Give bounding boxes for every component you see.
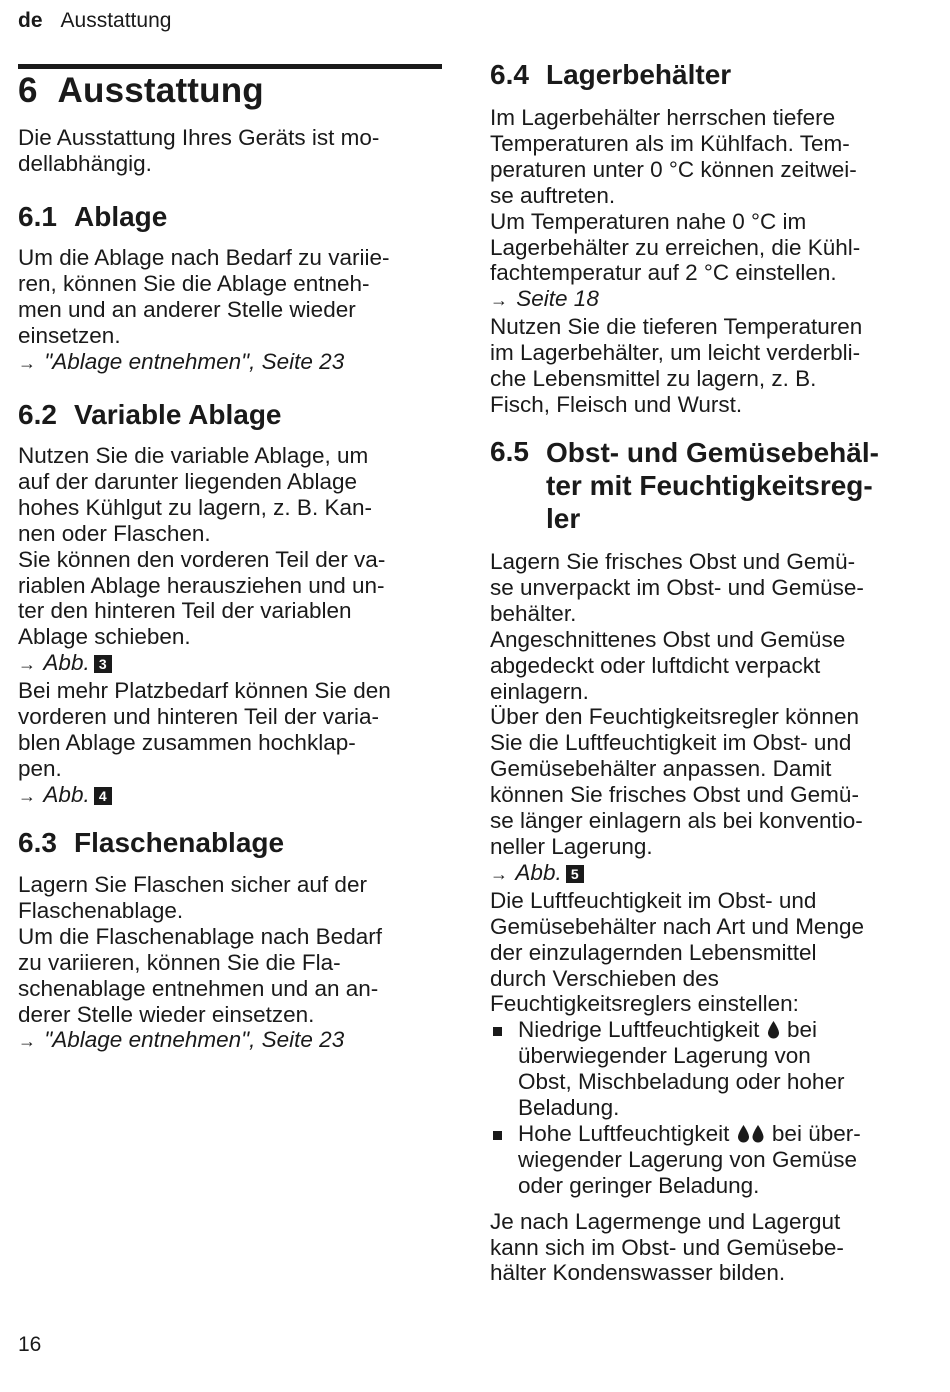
cross-reference-link[interactable]: → "Ablage entnehmen", Seite 23: [18, 348, 345, 374]
bullet-square-icon: [493, 1131, 502, 1140]
language-tag: de: [18, 9, 43, 32]
section-6-1-body: Um die Ablage nach Bedarf zu variie- ren, können Sie die Ablage entneh- men und an anderer Stelle wieder einsetzen. → "Ablage entnehmen", Seite 23: [18, 245, 448, 377]
figure-reference-link[interactable]: → Abb. 5: [490, 860, 920, 888]
arrow-right-icon: →: [18, 654, 36, 675]
arrow-right-icon: →: [18, 785, 36, 806]
chapter-intro: Die Ausstattung Ihres Geräts ist mo- dellabhängig.: [18, 125, 380, 176]
figure-number-badge: 5: [566, 865, 584, 883]
section-6-5-body: Lagern Sie frisches Obst und Gemü- se unverpackt im Obst- und Gemüse- behälter. Angeschnittenes Obst und Gemüse abgedeckt oder luftdicht verpackt einlagern. Über den Feuchtigkeitsregler können Sie die Luftfeuchtigkeit im Obst- und Gemüsebehälter anpassen. Damit können Sie frisches Obst und Gemü- se länger einlagern als bei konventio- neller Lagerung. → Abb. 5 Die Luftfeuchtigkeit im Obst- und Gemüsebehälter nach Art und Menge der einzulagernden Lebensmittel durch Verschieben des Feuchtigkeitsreglers einstellen: Niedrige Luftfeuchtigkeit bei überwiegender Lagerung von Obst, Mischbeladung oder hoher Beladung. Hohe Luftfeuchtigkeit bei über- wiegender Lagerung von Gemüse oder geringer Beladung. Je nach Lagermenge und Lagergut kann sich im Obst- und Gemüsebe- hälter Kondenswasser bilden.: [490, 549, 920, 1286]
section-6-4-heading: 6.4 Lagerbehälter: [490, 59, 732, 90]
arrow-right-icon: →: [490, 290, 508, 311]
arrow-right-icon: →: [18, 352, 36, 373]
cross-reference-link[interactable]: → "Ablage entnehmen", Seite 23: [18, 1027, 345, 1053]
section-6-4-body: Im Lagerbehälter herrschen tiefere Temperaturen als im Kühlfach. Tem- peraturen unter 0 °C können zeitwei- se auftreten. Um Temperaturen nahe 0 °C im Lagerbehälter zu erreichen, die Kühl- fachtemperatur auf 2 °C einstellen. → Seite 18 Nutzen Sie die tieferen Temperaturen im Lagerbehälter, um leicht verderbli- che Lebensmittel zu lagern, z. B. Fisch, Fleisch und Wurst.: [490, 105, 920, 418]
figure-number-badge: 4: [94, 787, 112, 805]
section-6-3-heading: 6.3 Flaschenablage: [18, 827, 285, 858]
section-6-2-body: Nutzen Sie die variable Ablage, um auf der darunter liegenden Ablage hohes Kühlgut zu lagern, z. B. Kan- nen oder Flaschen. Sie können den vorderen Teil der va- riablen Ablage herausziehen und un- ter den hinteren Teil der variablen Ablage schieben. → Abb. 3 Bei mehr Platzbedarf können Sie den vorderen und hinteren Teil der varia- blen Ablage zusammen hochklap- pen. → Abb. 4: [18, 443, 448, 810]
humidity-list: [490, 1017, 920, 1198]
section-6-3-body: Lagern Sie Flaschen sicher auf der Flaschenablage. Um die Flaschenablage nach Bedarf zu variieren, können Sie die Fla- schenablage entnehmen und an an- derer Stelle wieder einsetzen. → "Ablage entnehmen", Seite 23: [18, 872, 448, 1055]
chapter-rule: [18, 64, 442, 69]
figure-reference-link[interactable]: → Abb. 4: [18, 782, 448, 810]
section-6-5-heading: 6.5 Obst- und Gemüsebehäl- ter mit Feuchtigkeitsreg- ler: [490, 436, 879, 534]
list-item: Hohe Luftfeuchtigkeit bei über- wiegender Lagerung von Gemüse oder geringer Beladung.: [490, 1121, 920, 1199]
figure-reference-link[interactable]: → Abb. 3: [18, 650, 448, 678]
arrow-right-icon: →: [490, 863, 508, 884]
page-header: [18, 9, 171, 33]
single-drop-icon: [767, 1020, 780, 1040]
arrow-right-icon: →: [18, 1031, 36, 1052]
figure-number-badge: 3: [94, 655, 112, 673]
section-6-1-heading: 6.1 Ablage: [18, 201, 168, 232]
header-section: Ausstattung: [60, 9, 172, 32]
chapter-title: 6 Ausstattung: [18, 71, 264, 110]
double-drop-icon: [737, 1124, 765, 1144]
list-item: Niedrige Luftfeuchtigkeit bei überwiegender Lagerung von Obst, Mischbeladung oder hoher Beladung.: [490, 1017, 920, 1121]
page-number: 16: [18, 1333, 42, 1356]
section-6-2-heading: 6.2 Variable Ablage: [18, 399, 282, 430]
cross-reference-link[interactable]: → Seite 18: [490, 286, 599, 312]
bullet-square-icon: [493, 1027, 502, 1036]
